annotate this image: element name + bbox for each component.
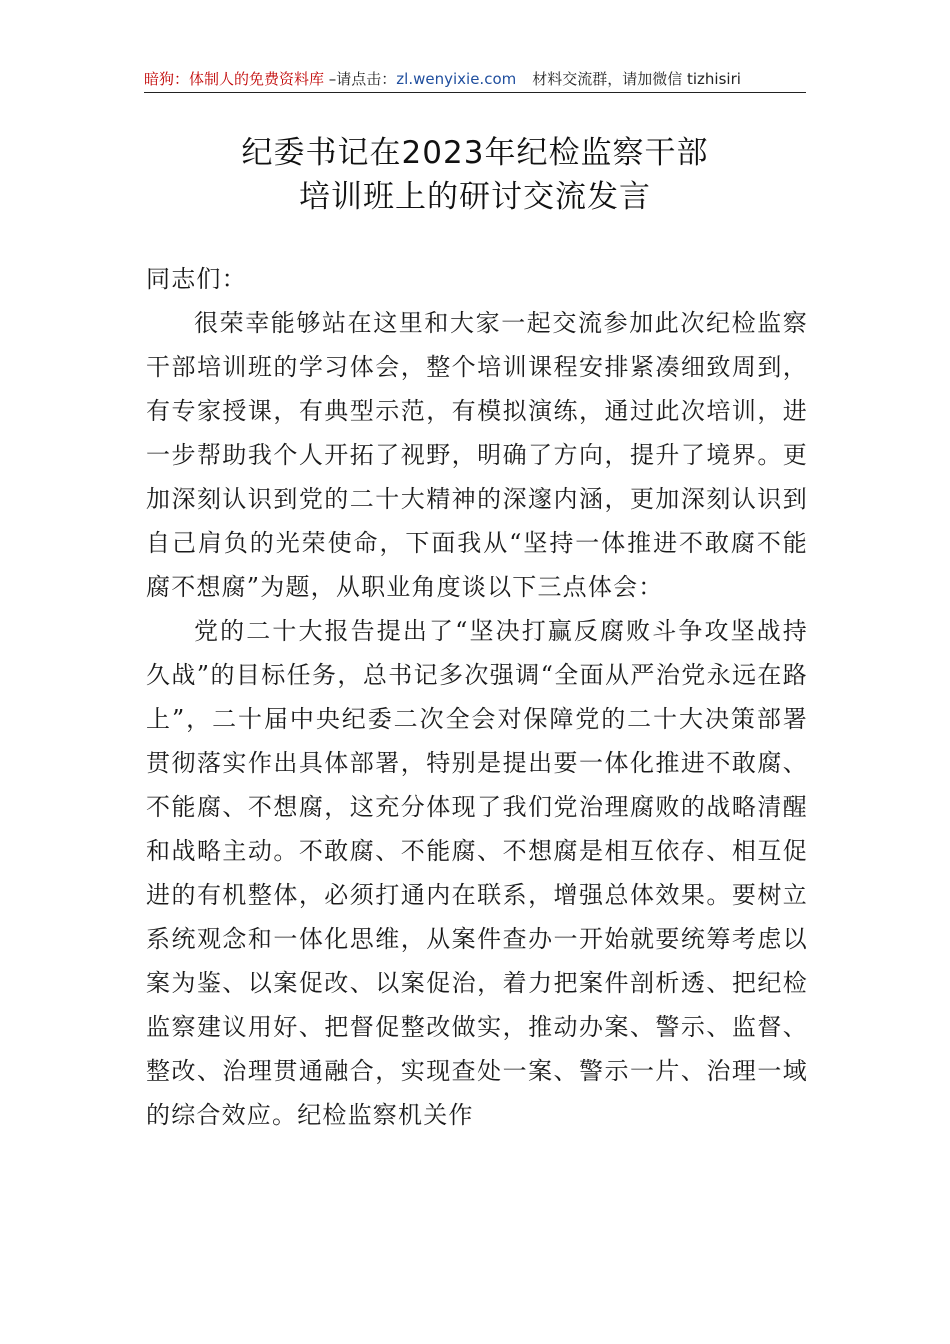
- header-prompt: –请点击：: [324, 70, 397, 88]
- header-link[interactable]: zl.wenyixie.com: [396, 70, 517, 88]
- paragraph-1: 很荣幸能够站在这里和大家一起交流参加此次纪检监察干部培训班的学习体会，整个培训课程安排紧凑细致周到，有专家授课，有典型示范，有模拟演练，通过此次培训，进一步帮助我个人开拓了视野，明确了方向，提升了境界。更加深刻认识到党的二十大精神的深邃内涵，更加深刻认识到自己肩负的光荣使命，下面我从“坚持一体推进不敢腐不能腐不想腐”为题，从职业角度谈以下三点体会：: [146, 309, 808, 601]
- header-brand: 暗狗：体制人的免费资料库: [144, 70, 325, 88]
- document-title-line-2: 培训班上的研讨交流发言: [299, 179, 651, 215]
- header-group-note: 材料交流群，请加微信 tizhisiri: [532, 70, 741, 88]
- page-header: [144, 66, 806, 93]
- paragraph-2: 党的二十大报告提出了“坚决打赢反腐败斗争攻坚战持久战”的目标任务，总书记多次强调“全面从严治党永远在路上”，二十届中央纪委二次全会对保障党的二十大决策部署贯彻落实作出具体部署，特别是提出要一体化推进不敢腐、不能腐、不想腐，这充分体现了我们党治理腐败的战略清醒和战略主动。不敢腐、不能腐、不想腐是相互依存、相互促进的有机整体，必须打通内在联系，增强总体效果。要树立系统观念和一体化思维，从案件查办一开始就要统筹考虑以案为鉴、以案促改、以案促治，着力把案件剖析透、把纪检监察建议用好、把督促整改做实，推动办案、警示、监督、整改、治理贯通融合，实现查处一案、警示一片、治理一域的综合效应。纪检监察机关作: [146, 617, 808, 1129]
- salutation: 同志们：: [146, 265, 247, 293]
- document-body: [146, 257, 808, 1137]
- document-title-line-1: 纪委书记在2023年纪检监察干部: [241, 135, 709, 171]
